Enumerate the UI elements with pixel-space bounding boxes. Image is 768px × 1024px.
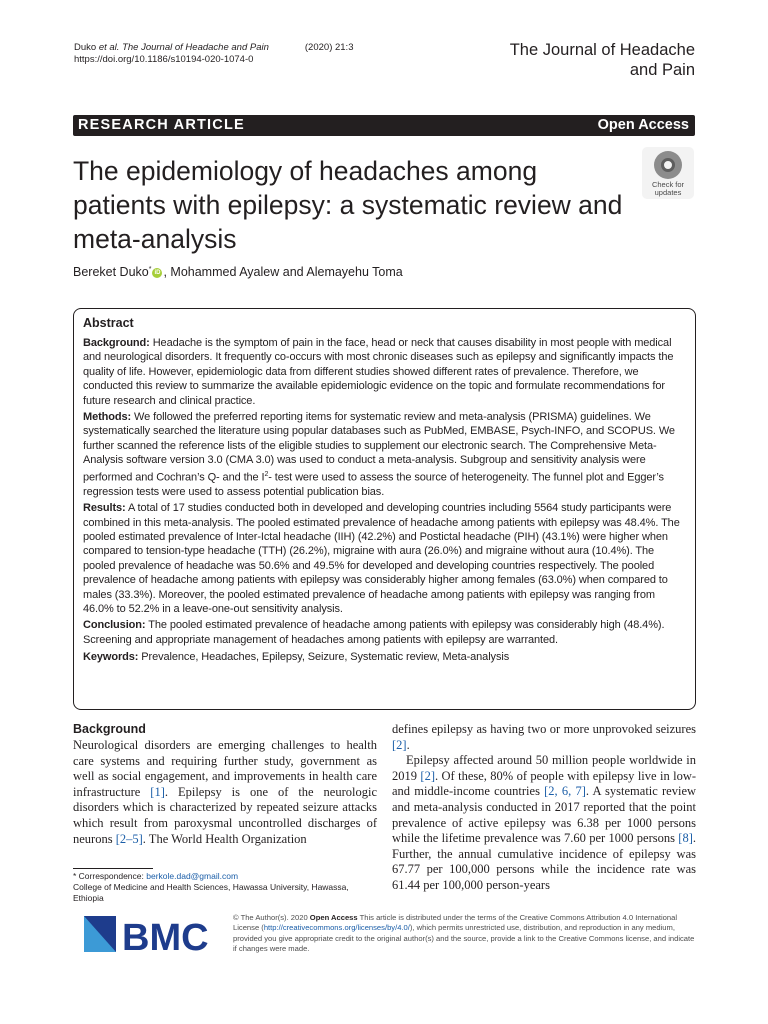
conclusion-label: Conclusion: xyxy=(83,619,146,632)
results-label: Results: xyxy=(83,502,126,515)
citation-year: (2020) 21:3 xyxy=(304,42,354,53)
body-paragraph xyxy=(392,722,696,753)
journal-name xyxy=(510,40,695,80)
article-type-banner xyxy=(73,115,695,136)
license-statement xyxy=(233,913,697,955)
abstract-conclusion xyxy=(83,618,686,647)
citation-link[interactable]: [2] xyxy=(420,768,435,783)
body-text: . Further, the annual cumulative incidence of epilepsy was 67.77 per 100,000 persons while the incidence rate was 61.44 per 100,000 person-years xyxy=(392,831,696,892)
article-type-label: RESEARCH ARTICLE xyxy=(78,117,245,133)
abstract-methods xyxy=(83,410,686,499)
bmc-logo[interactable] xyxy=(84,912,218,954)
abstract-background xyxy=(83,336,686,408)
body-text: . A systematic review and meta-analysis conducted in 2017 reported that the point prevalence of active epilepsy was 6.38 per 1000 persons while the lifetime prevalence was 7.60 per 1000 persons xyxy=(392,784,697,846)
check-for-updates-icon xyxy=(654,151,682,179)
correspondence-email[interactable]: berkole.dad@gmail.com xyxy=(146,871,239,881)
doi-link[interactable]: https://doi.org/10.1186/s10194-020-1074-0 xyxy=(74,54,254,65)
body-text: . The World Health Organization xyxy=(142,831,307,846)
abstract-results xyxy=(83,501,686,616)
abstract-heading: Abstract xyxy=(83,316,134,330)
author-others: , Mohammed Ayalew and Alemayehu Toma xyxy=(163,265,403,279)
citation-line xyxy=(74,42,353,54)
bmc-logo-mark xyxy=(84,912,218,954)
citation-header xyxy=(74,42,353,66)
correspondence-footnote xyxy=(73,871,373,904)
article-title: The epidemiology of headaches among patients with epilepsy: a systematic review and meta-analysis xyxy=(73,156,623,254)
body-paragraph xyxy=(73,738,377,847)
methods-superscript: 2 xyxy=(264,470,269,478)
keywords-label: Keywords: xyxy=(83,651,139,664)
citation-journal: et al. The Journal of Headache and Pain xyxy=(98,42,269,53)
journal-name-line1: The Journal of Headache xyxy=(509,41,695,59)
author-list xyxy=(73,265,403,279)
citation-link[interactable]: [2–5] xyxy=(115,831,143,846)
license-text: This article is distributed under the terms of the Creative Commons Attribution 4.0 International License ( xyxy=(233,913,678,933)
check-for-updates-button[interactable] xyxy=(642,147,694,199)
correspondence-label: * Correspondence: xyxy=(73,871,147,881)
author-first[interactable]: Bereket Duko xyxy=(73,265,149,279)
citation-link[interactable]: [1] xyxy=(150,784,165,799)
body-text: . Epilepsy is one of the neurologic disorders which is characterized by repeated seizure attacks which result from paroxysmal uncontrolled discharges of neurons xyxy=(73,784,377,846)
abstract-box xyxy=(73,308,696,710)
body-text: Neurological disorders are emerging challenges to health care systems and requiring further study, government as well as social engagement, and improvements in health care infrastructure xyxy=(73,738,377,799)
open-access-label: Open Access xyxy=(597,117,689,133)
body-text: . xyxy=(406,737,410,752)
body-text: . Of these, 80% of people with epilepsy live in low- and middle-income countries xyxy=(392,768,697,799)
bmc-logo-text: BMC xyxy=(122,917,209,954)
license-copyright: © The Author(s). 2020 xyxy=(233,913,310,922)
journal-name-line2: and Pain xyxy=(629,61,695,79)
corresponding-mark: * xyxy=(148,265,152,273)
background-section-heading: Background xyxy=(73,722,146,736)
results-text: A total of 17 studies conducted both in developed and developing countries including 5564 study participants were combined in this meta-analysis. The pooled estimated prevalence of headache among patients with epilepsy was 48.4%. The pooled estimated prevalence of Inter-Ictal headache (IIH) (42.2%) and Postictal headache (PIH) (43.1%) were higher when compared to tension-type headache (TTH) (26.2%), migraine with aura (26.0%) and migraine without aura (10.4%). The pooled prevalence of headache was 50.6% and 49.5% for developed and developing countries respectively. The pooled prevalence of headache among patients with epilepsy was considerably higher among females (63.0%) when compared to males (33.3%). Moreover, the pooled estimated prevalence of headache among patients with epilepsy was ranging from 46.0% to 52.2% in a leave-one-out sensitivity analysis. xyxy=(83,502,680,615)
license-url[interactable]: http://creativecommons.org/licenses/by/4.0/ xyxy=(263,923,410,933)
check-for-updates-label xyxy=(642,181,694,197)
citation-authors: Duko xyxy=(74,42,99,53)
keywords-text: Prevalence, Headaches, Epilepsy, Seizure, Systematic review, Meta-analysis xyxy=(138,651,510,664)
body-column-left xyxy=(73,722,377,847)
abstract-keywords xyxy=(83,650,686,664)
citation-link[interactable]: [8] xyxy=(678,831,693,846)
orcid-icon[interactable]: iD xyxy=(154,269,161,276)
citation-link[interactable]: [2, 6, 7] xyxy=(544,784,586,799)
footnote-divider xyxy=(73,868,153,869)
check-for-updates-line2: updates xyxy=(654,188,682,197)
body-text: defines epilepsy as having two or more unprovoked seizures xyxy=(392,722,696,736)
body-paragraph xyxy=(392,753,696,893)
methods-text-b: - test were used to assess the source of heterogeneity. The funnel plot and Egger’s regression tests were used to assess potential publication bias. xyxy=(83,471,664,498)
body-column-right xyxy=(392,722,696,894)
license-text: ), which permits unrestricted use, distribution, and reproduction in any medium, provided you give appropriate credit to the original author(s) and the source, provide a link to the Creative Commons license, and indicate if changes were made. xyxy=(233,923,695,954)
body-text: Epilepsy affected around 50 million people worldwide in 2019 xyxy=(392,753,696,783)
methods-label: Methods: xyxy=(83,411,132,424)
affiliation: College of Medicine and Health Sciences, Hawassa University, Hawassa, Ethiopia xyxy=(73,882,349,903)
background-text: Headache is the symptom of pain in the face, head or neck that causes disability in most people with medical and neurological disorders. It frequently co-occurs with most chronic diseases such as epilepsy and significantly impacts the quality of life. However, epidemiologic data from different studies showed different rates of prevalence. Therefore, we conducted this review to summarize the available epidemiologic evidence on the topic and formulate recommendations for future research and clinical practice. xyxy=(83,337,674,407)
check-for-updates-line1: Check for xyxy=(651,180,685,189)
license-open-access: Open Access xyxy=(309,913,358,922)
citation-link[interactable]: [2] xyxy=(392,737,407,752)
background-label: Background: xyxy=(83,337,150,349)
conclusion-text: The pooled estimated prevalence of headache among patients with epilepsy was considerably high (48.4%). Screening and appropriate management of headaches among patients with epilepsy are warranted. xyxy=(83,619,665,646)
methods-text-a: We followed the preferred reporting items for systematic review and meta-analysis (PRISMA) guidelines. We systematically searched the literature using popular databases such as PubMed, EMBASE, Psych-INFO, and SCOPUS. We further scanned the reference lists of the eligible studies to supplement our electronic search. The Comprehensive Meta-Analysis software version 3.0 (CMA 3.0) was used to conduct a meta-analysis. Subgroup and sensitivity analysis were performed and Cochran’s Q- and the I xyxy=(83,411,675,484)
